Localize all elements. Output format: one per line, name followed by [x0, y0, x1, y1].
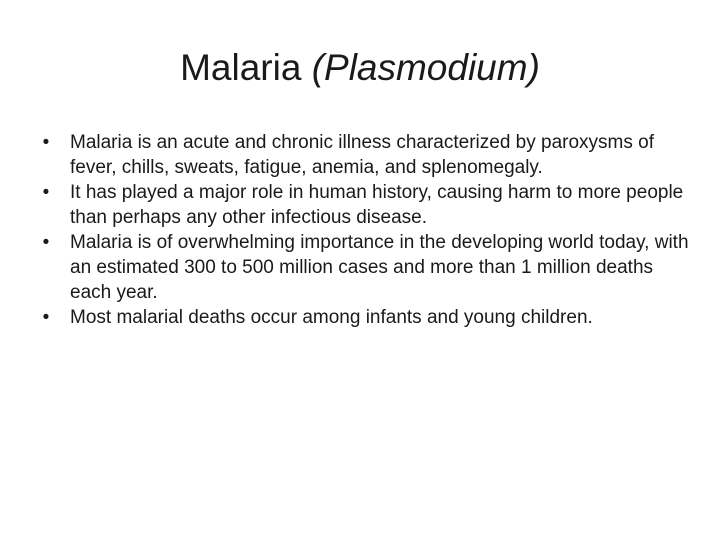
bullet-icon: •	[42, 132, 50, 153]
bullet-text: Malaria is of overwhelming importance in the developing world today, with an estimated 300 to 500 million cases and more than 1 million deaths each year.	[70, 232, 689, 303]
bullet-item	[36, 305, 696, 330]
bullet-text: Most malarial deaths occur among infants and young children.	[70, 307, 593, 328]
bullet-icon: •	[42, 232, 50, 253]
bullet-icon: •	[42, 307, 50, 328]
bullet-icon: •	[42, 182, 50, 203]
bullet-text: Malaria is an acute and chronic illness characterized by paroxysms of fever, chills, sweats, fatigue, anemia, and splenomegaly.	[70, 132, 654, 178]
slide-title-main: Malaria	[180, 47, 312, 88]
bullet-item	[36, 130, 696, 180]
bullet-text: It has played a major role in human history, causing harm to more people than perhaps any other infectious disease.	[70, 182, 684, 228]
bullet-list	[36, 130, 696, 330]
bullet-item	[36, 180, 696, 230]
bullet-item	[36, 230, 696, 305]
slide-title	[0, 42, 720, 94]
slide-title-italic: (Plasmodium)	[311, 47, 540, 88]
